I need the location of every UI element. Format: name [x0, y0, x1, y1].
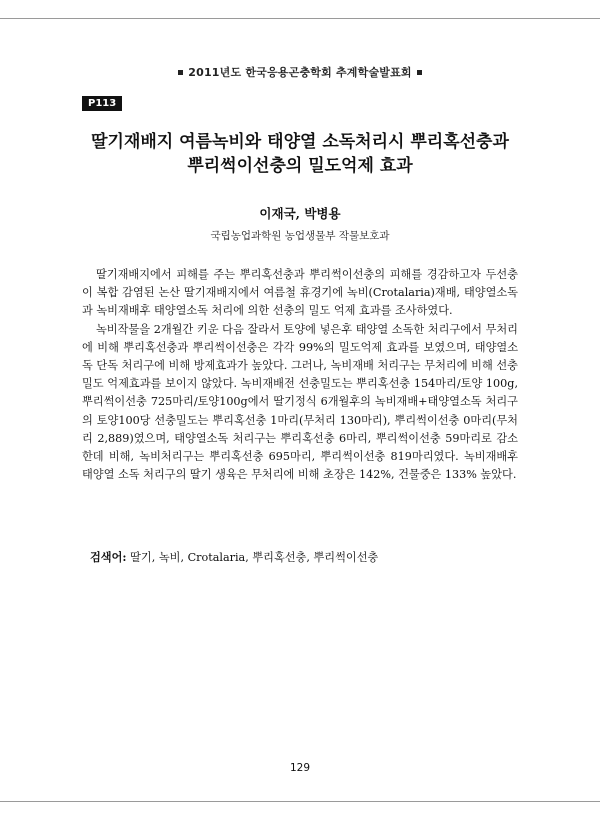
paper-code-badge: P113 [82, 96, 122, 111]
title-line: 딸기재배지 여름녹비와 태양열 소독처리시 뿌리혹선충과 [91, 132, 509, 152]
authors: 이재국, 박병용 [259, 206, 341, 221]
bullet-icon [178, 70, 183, 75]
keywords [82, 548, 518, 567]
page-bottom-border [0, 801, 600, 820]
abstract-paragraph: 딸기재배지에서 피해를 주는 뿌리혹선충과 뿌리썩이선충의 피해를 경감하고자 두선충이 복합 감염된 논산 딸기재배지에서 여름철 휴경기에 녹비(Crotalaria)재배, 태양열소독과 녹비재배후 태양열소독 처리에 의한 선충의 밀도 억제 효과를 조사하였다. [82, 268, 518, 318]
affiliation: 국립농업과학원 농업생물부 작물보호과 [210, 230, 390, 242]
abstract-body [82, 266, 518, 484]
keywords-list: 딸기, 녹비, Crotalaria, 뿌리혹선충, 뿌리썩이선충 [130, 551, 379, 564]
bullet-icon [417, 70, 422, 75]
title-line: 뿌리썩이선충의 밀도억제 효과 [187, 156, 413, 176]
keywords-label: 검색어: [90, 550, 127, 564]
running-header [0, 64, 600, 80]
conference-name: 2011년도 한국응용곤충학회 추계학술발표회 [188, 66, 412, 79]
abstract-paragraph: 녹비작물을 2개월간 키운 다음 잘라서 토양에 넣은후 태양열 소독한 처리구에서 무처리에 비해 뿌리혹선충과 뿌리썩이선충은 각각 99%의 밀도억제 효과를 보였으며, 태양열소독 단독 처리구에 비해 방제효과가 높았다. 그러나, 녹비재배 처리구는 무처리에 비해 선충밀도 억제효과를 보이지 않았다. 녹비재배전 선충밀도는 뿌리혹선충 154마리/토양 100g, 뿌리썩이선충 725마리/토양100g에서 딸기정식 6개월후의 녹비재배+태양열소독 처리구의 토양100당 선충밀도는 뿌리혹선충 1마리(무처리 130마리), 뿌리썩이선충 0마리(무처리 2,889)였으며, 태양열소독 처리구는 뿌리혹선충 6마리, 뿌리썩이선충 59마리로 감소한데 비해, 녹비처리구는 뿌리혹선충 695마리, 뿌리썩이선충 819마리였다. 녹비재배후 태양열 소독 처리구의 딸기 생육은 무처리에 비해 초장은 142%, 건물중은 133% 높았다. [82, 322, 518, 482]
page-number: 129 [289, 762, 311, 774]
paper-title [70, 130, 530, 178]
page-top-border [0, 0, 600, 19]
